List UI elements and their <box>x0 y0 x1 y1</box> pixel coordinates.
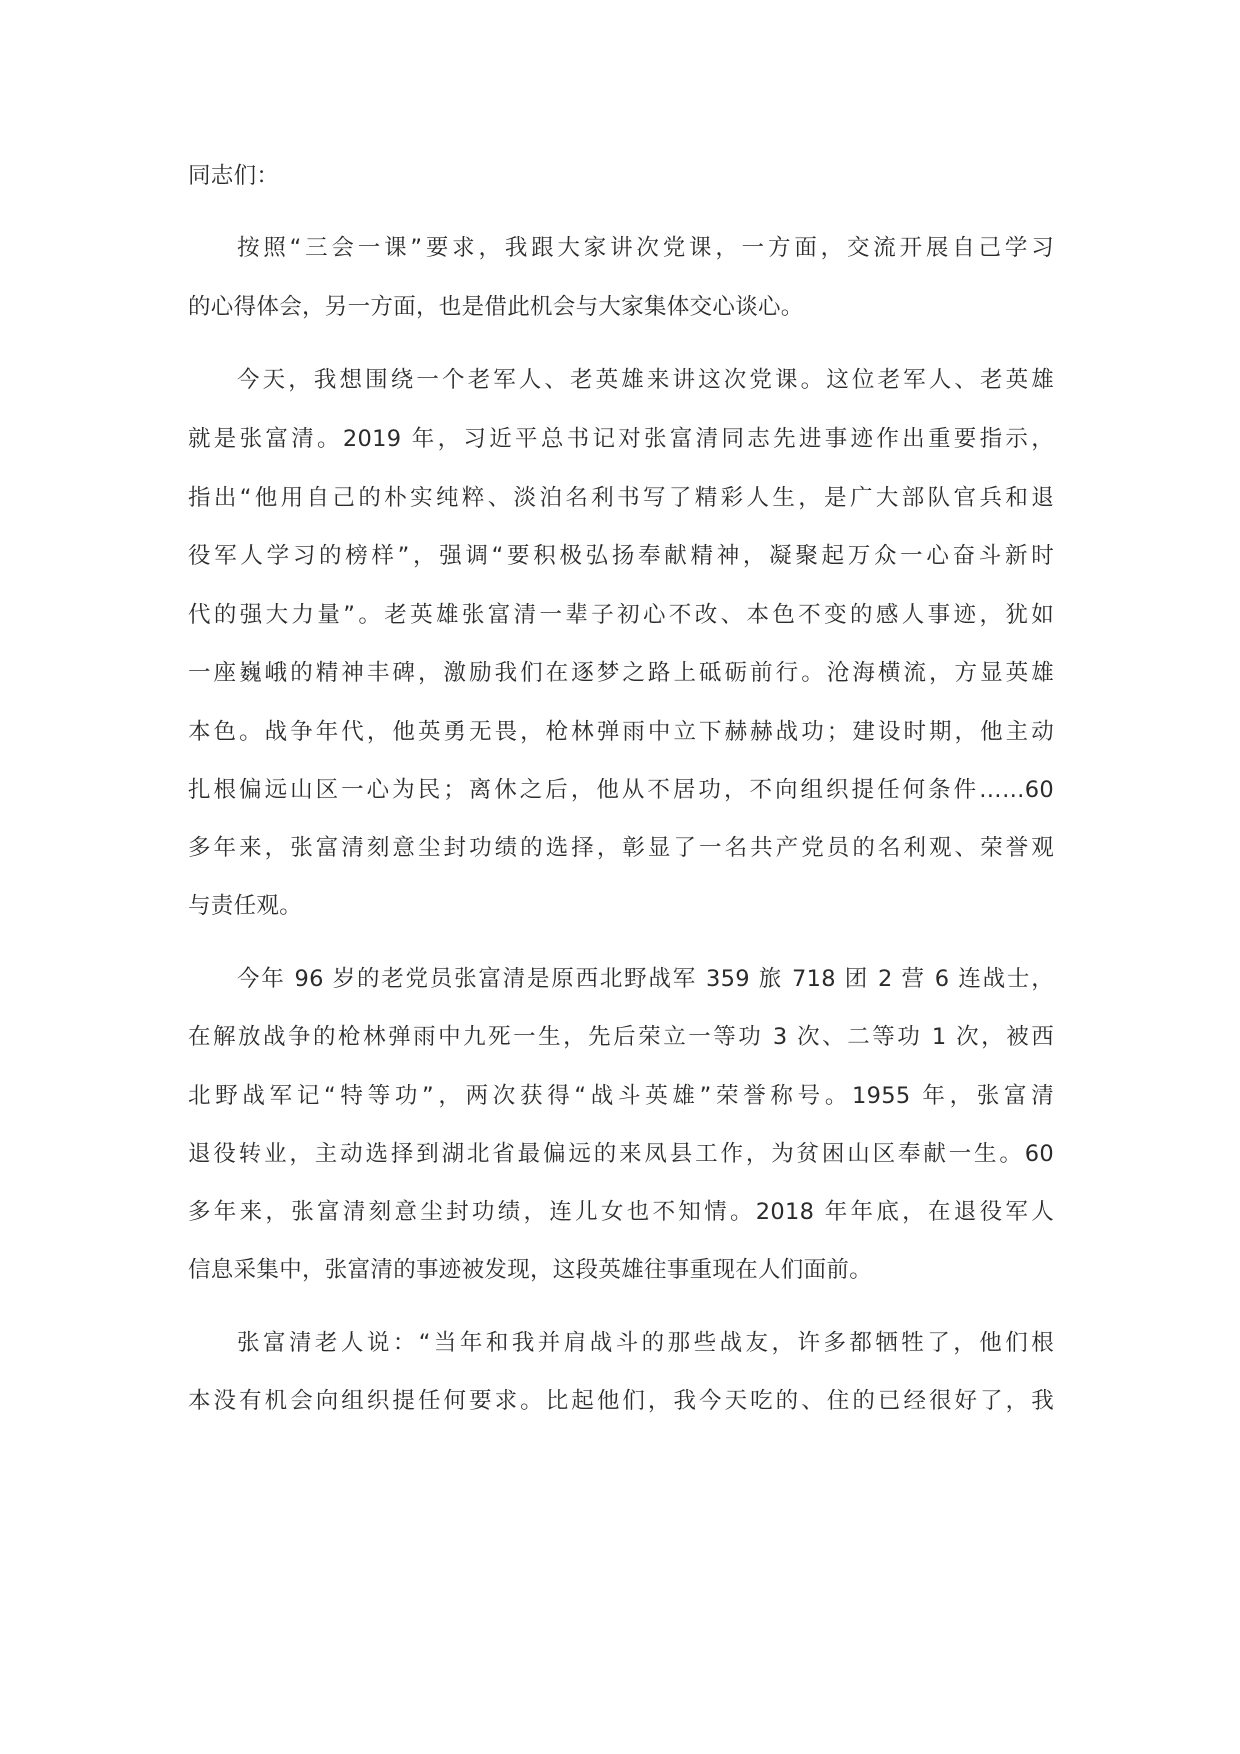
paragraph-2-line-1: 今天，我想围绕一个老军人、老英雄来讲这次党课。这位老军人、老英雄 <box>237 367 1054 393</box>
paragraph-4-line-1: 张富清老人说：“当年和我并肩战斗的那些战友，许多都牺牲了，他们根 <box>237 1330 1054 1356</box>
paragraph-3-line-5: 多年来，张富清刻意尘封功绩，连儿女也不知情。2018 年年底，在退役军人 <box>188 1199 1054 1225</box>
salutation: 同志们： <box>188 163 280 189</box>
paragraph-3-line-4: 退役转业，主动选择到湖北省最偏远的来凤县工作，为贫困山区奉献一生。60 <box>188 1141 1054 1167</box>
paragraph-4-line-2: 本没有机会向组织提任何要求。比起他们，我今天吃的、住的已经很好了，我 <box>188 1388 1054 1414</box>
paragraph-3-line-1: 今年 96 岁的老党员张富清是原西北野战军 359 旅 718 团 2 营 6 连战士， <box>237 966 1054 992</box>
paragraph-1-line-2: 的心得体会，另一方面，也是借此机会与大家集体交心谈心。 <box>188 294 804 320</box>
paragraph-2-line-2: 就是张富清。2019 年，习近平总书记对张富清同志先进事迹作出重要指示， <box>188 426 1054 452</box>
paragraph-1-line-1: 按照“三会一课”要求，我跟大家讲次党课，一方面，交流开展自己学习 <box>237 235 1054 261</box>
paragraph-2-line-7: 本色。战争年代，他英勇无畏，枪林弹雨中立下赫赫战功；建设时期，他主动 <box>188 719 1054 745</box>
paragraph-2-line-5: 代的强大力量”。老英雄张富清一辈子初心不改、本色不变的感人事迹，犹如 <box>188 602 1054 628</box>
paragraph-2-line-4: 役军人学习的榜样”，强调“要积极弘扬奉献精神，凝聚起万众一心奋斗新时 <box>188 543 1054 569</box>
paragraph-2-line-9: 多年来，张富清刻意尘封功绩的选择，彰显了一名共产党员的名利观、荣誉观 <box>188 835 1054 861</box>
paragraph-3-line-6: 信息采集中，张富清的事迹被发现，这段英雄往事重现在人们面前。 <box>188 1257 873 1283</box>
paragraph-2-line-3: 指出“他用自己的朴实纯粹、淡泊名利书写了精彩人生，是广大部队官兵和退 <box>188 485 1054 511</box>
paragraph-3-line-2: 在解放战争的枪林弹雨中九死一生，先后荣立一等功 3 次、二等功 1 次，被西 <box>188 1024 1054 1050</box>
paragraph-3-line-3: 北野战军记“特等功”，两次获得“战斗英雄”荣誉称号。1955 年，张富清 <box>188 1083 1054 1109</box>
paragraph-2-line-10: 与责任观。 <box>188 893 303 919</box>
paragraph-2-line-6: 一座巍峨的精神丰碑，激励我们在逐梦之路上砥砺前行。沧海横流，方显英雄 <box>188 660 1054 686</box>
paragraph-2-line-8: 扎根偏远山区一心为民；离休之后，他从不居功，不向组织提任何条件……60 <box>188 777 1054 803</box>
